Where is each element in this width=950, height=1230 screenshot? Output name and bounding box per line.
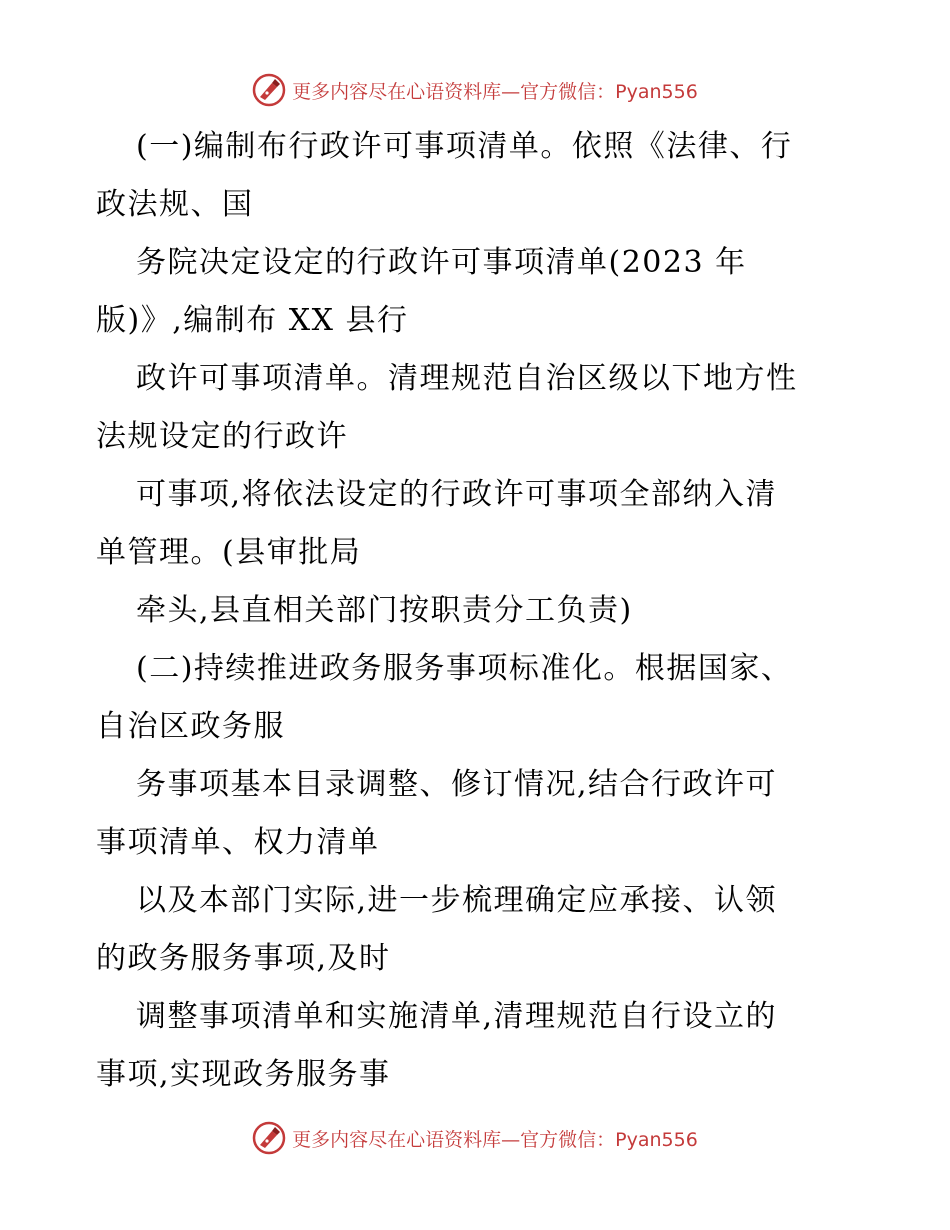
- paragraph-line: 调整事项清单和实施清单,清理规范自行设立的: [136, 999, 778, 1034]
- header-watermark: [0, 70, 950, 110]
- paragraph-line: 以及本部门实际,进一步梳理确定应承接、认领: [136, 883, 778, 918]
- watermark-contact: 官方微信：Pyan556: [520, 80, 698, 103]
- paragraph-line: 版)》,编制布 XX 县行: [96, 303, 409, 338]
- paragraph-line: 单管理。(县审批局: [96, 535, 362, 570]
- watermark-separator: —: [501, 1128, 521, 1151]
- paragraph-line: 自治区政务服: [96, 709, 285, 744]
- paragraph-line: 务院决定设定的行政许可事项清单(2023 年: [136, 245, 747, 280]
- paragraph-line: (二)持续推进政务服务事项标准化。根据国家、: [136, 651, 793, 686]
- paragraph-line: 政许可事项清单。清理规范自治区级以下地方性: [136, 361, 798, 396]
- paragraph-line: 可事项,将依法设定的行政许可事项全部纳入清: [136, 477, 778, 512]
- watermark-text: [292, 77, 698, 104]
- paragraph-line: 法规设定的行政许: [96, 419, 348, 454]
- document-body: [96, 118, 856, 1104]
- watermark-contact: 官方微信：Pyan556: [520, 1128, 698, 1151]
- paragraph-line: (一)编制布行政许可事项清单。依照《法律、行: [136, 129, 793, 164]
- pen-nib-logo-icon: [252, 73, 286, 107]
- paragraph-line: 牵头,县直相关部门按职责分工负责): [136, 593, 633, 628]
- paragraph-line: 的政务服务事项,及时: [96, 941, 391, 976]
- watermark-brand: 更多内容尽在心语资料库: [292, 1128, 502, 1151]
- paragraph-line: 事项,实现政务服务事: [96, 1057, 391, 1092]
- paragraph-line: 事项清单、权力清单: [96, 825, 380, 860]
- pen-nib-logo-icon: [252, 1121, 286, 1155]
- watermark-text: [292, 1125, 698, 1152]
- paragraph-line: 务事项基本目录调整、修订情况,结合行政许可: [136, 767, 778, 802]
- watermark-brand: 更多内容尽在心语资料库: [292, 80, 502, 103]
- paragraph-line: 政法规、国: [96, 187, 254, 222]
- watermark-separator: —: [501, 80, 521, 103]
- footer-watermark: [0, 1118, 950, 1158]
